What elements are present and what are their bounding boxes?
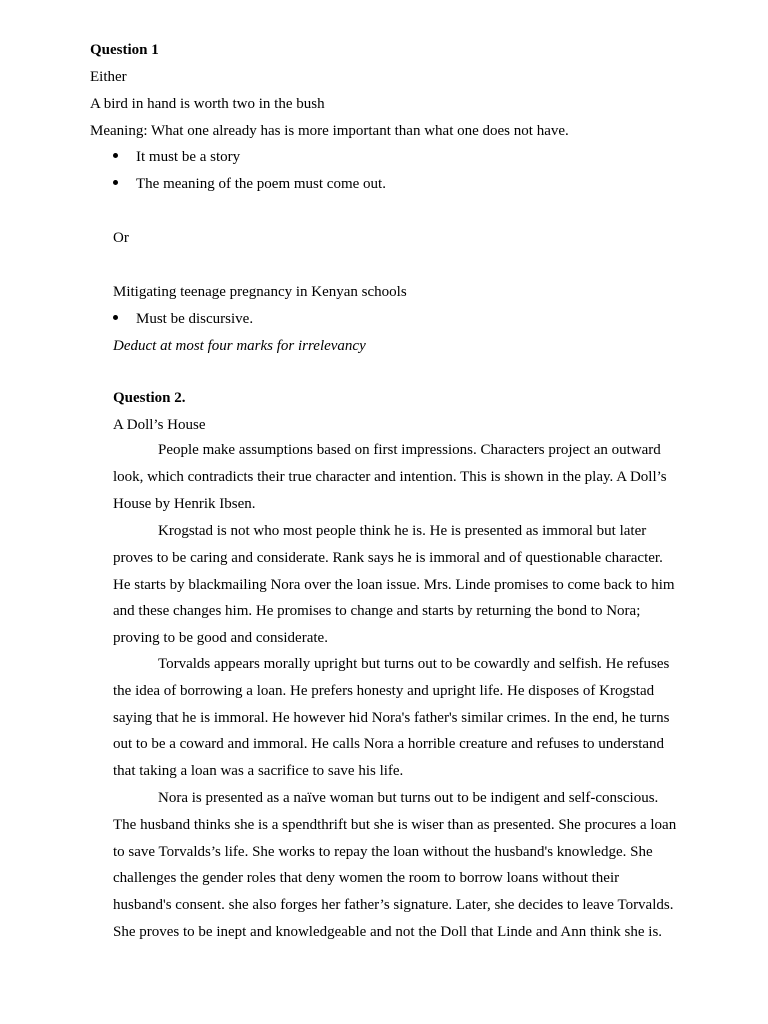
essay-paragraph-4: Nora is presented as a naïve woman but turns out to be indigent and self-conscious. The husband thinks she is a spendthrift but she is wiser than as presented. She procures a loan to save Torvalds’s life. She works to repay the loan without the husband's knowledge. She challenges the gender roles that deny women the room to borrow loans without their husband's consent. she also forges her father’s signature. Later, she decides to leave Torvalds. She proves to be inept and knowledgeable and not the Doll that Linde and Ann think she is. bbox=[113, 790, 677, 940]
or-label: Or bbox=[113, 230, 129, 246]
either-label: Either bbox=[90, 69, 127, 85]
list-item: Must be discursive. bbox=[136, 311, 254, 327]
bullet-icon bbox=[113, 153, 118, 158]
essay-paragraph-2: Krogstad is not who most people think he is. He is presented as immoral but later proves to be caring and considerate. Rank says he is immoral and of questionable character. He starts by blackmailing Nora over the loan issue. Mrs. Linde promises to come back to him and these changes him. He promises to change and starts by returning the bond to Nora; proving to be good and considerate. bbox=[113, 523, 675, 647]
essay-paragraph-3: Torvalds appears morally upright but turns out to be cowardly and selfish. He refuses the idea of borrowing a loan. He prefers honesty and upright life. He disposes of Krogstad saying that he is immoral. He however hid Nora's father's similar crimes. In the end, he turns out to be a coward and immoral. He calls Nora a horrible creature and refuses to understand that taking a loan was a sacrifice to save his life. bbox=[113, 656, 670, 780]
list-item: It must be a story bbox=[136, 149, 241, 165]
question-2-heading: Question 2. bbox=[113, 390, 186, 406]
marking-note: Deduct at most four marks for irrelevancy bbox=[113, 338, 366, 354]
list-item: The meaning of the poem must come out. bbox=[136, 176, 386, 192]
proverb-text: A bird in hand is worth two in the bush bbox=[90, 96, 325, 112]
alternative-title: Mitigating teenage pregnancy in Kenyan schools bbox=[113, 284, 407, 300]
meaning-text: Meaning: What one already has is more important than what one does not have. bbox=[90, 123, 569, 139]
question-1-heading: Question 1 bbox=[90, 42, 159, 58]
essay-paragraph-1: People make assumptions based on first impressions. Characters project an outward look, which contradicts their true character and intention. This is shown in the play. A Doll’s House by Henrik Ibsen. bbox=[113, 442, 667, 512]
bullet-icon bbox=[113, 180, 118, 185]
bullet-icon bbox=[113, 315, 118, 320]
play-title: A Doll’s House bbox=[113, 417, 206, 433]
